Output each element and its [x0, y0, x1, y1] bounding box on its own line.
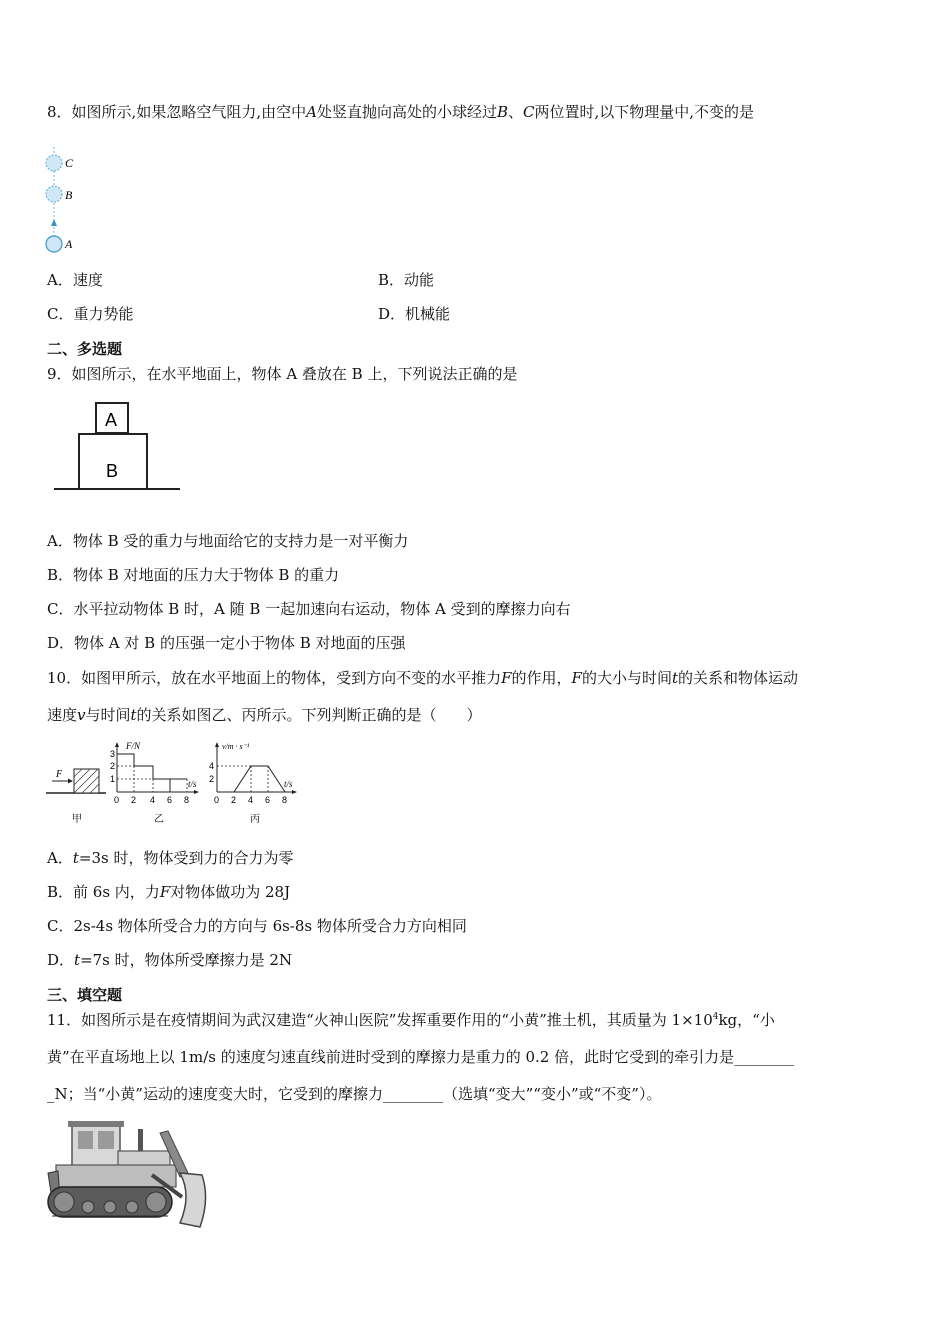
yi-ylabel: F/N: [126, 741, 141, 751]
q10-stem-line1: 10．如图甲所示，放在水平地面上的物体，受到方向不变的水平推力F的作用，F的大小与时间t的关系和物体运动: [47, 669, 799, 687]
label-a: A: [65, 237, 73, 251]
yi-ytick-2: 2: [110, 761, 116, 771]
q9-option-d: D．物体 A 对 B 的压强一定小于物体 B 对地面的压强: [47, 634, 406, 652]
bing-ytick-4: 4: [209, 761, 215, 771]
label-yi: 乙: [154, 814, 164, 825]
q8-option-c: C．重力势能: [47, 305, 134, 323]
label-c: C: [65, 156, 74, 170]
bulldozer-image: [42, 1115, 210, 1240]
bing-xtick-6: 6: [265, 795, 271, 805]
yi-xtick-2: 2: [131, 795, 137, 805]
q9-stem: 9．如图所示，在水平地面上，物体 A 叠放在 B 上，下列说法正确的是: [47, 365, 518, 383]
bing-xlabel: t/s: [284, 779, 293, 789]
q8-ball-figure: [40, 145, 100, 260]
bing-xtick-4: 4: [248, 795, 254, 805]
block-a-label: A: [105, 410, 118, 430]
bing-xtick-0: 0: [214, 795, 220, 805]
q8-option-b: B．动能: [378, 271, 435, 289]
yi-xtick-4: 4: [150, 795, 156, 805]
yi-xtick-8: 8: [184, 795, 190, 805]
bing-xtick-8: 8: [282, 795, 288, 805]
bing-xtick-2: 2: [231, 795, 237, 805]
q11-stem-line3: _N；当“小黄”运动的速度变大时，它受到的摩擦力________（选填“变大”“变小”或“不变”）。: [47, 1085, 662, 1103]
q10-option-b: B．前 6s 内，力F对物体做功为 28J: [47, 883, 291, 901]
q10-stem-line2: 速度v与时间t的关系如图乙、丙所示。下列判断正确的是（ ）: [47, 706, 482, 724]
q9-option-a: A．物体 B 受的重力与地面给它的支持力是一对平衡力: [47, 532, 409, 550]
yi-xtick-0: 0: [114, 795, 120, 805]
q8-option-d: D．机械能: [378, 305, 451, 323]
label-jia: 甲: [72, 814, 82, 825]
q11-stem-line1: 11．如图所示是在疫情期间为武汉建造“火神山医院”发挥重要作用的“小黄”推土机，其质量为 $1\times 10^4kg$，“小: [47, 1011, 775, 1029]
section-multiple-choice: 二、多选题: [47, 340, 123, 358]
label-bing: 丙: [250, 814, 260, 825]
q8-stem: 8．如图所示,如果忽略空气阻力,由空中A处竖直抛向高处的小球经过B、C两位置时,以下物理量中,不变的是: [47, 103, 755, 121]
yi-ytick-3: 3: [110, 749, 116, 759]
q8-option-a: A．速度: [47, 271, 103, 289]
q9-option-c: C．水平拉动物体 B 时，A 随 B 一起加速向右运动，物体 A 受到的摩擦力向右: [47, 600, 571, 618]
q11-stem-line2: 黄”在平直场地上以 1m/s 的速度匀速直线前进时受到的摩擦力是重力的 0.2 倍，此时它受到的牵引力是________: [47, 1048, 795, 1066]
label-b: B: [65, 188, 73, 202]
yi-ytick-1: 1: [110, 774, 116, 784]
q10-option-a: A．t=3s 时，物体受到力的合力为零: [47, 849, 294, 867]
bing-ylabel: v/m · s⁻¹: [222, 742, 250, 751]
section-fill-blank: 三、填空题: [47, 986, 123, 1004]
q10-option-c: C．2s-4s 物体所受合力的方向与 6s-8s 物体所受合力方向相同: [47, 917, 467, 935]
bing-ytick-2: 2: [209, 774, 215, 784]
force-label: F: [56, 769, 63, 780]
q10-figure: [44, 737, 304, 829]
q10-option-d: D．t=7s 时，物体所受摩擦力是 2N: [47, 951, 293, 969]
q9-blocks-figure: [50, 398, 185, 495]
q9-option-b: B．物体 B 对地面的压力大于物体 B 的重力: [47, 566, 340, 584]
yi-xtick-6: 6: [167, 795, 173, 805]
block-b-label: B: [106, 461, 119, 481]
yi-xlabel: t/s: [188, 779, 197, 789]
